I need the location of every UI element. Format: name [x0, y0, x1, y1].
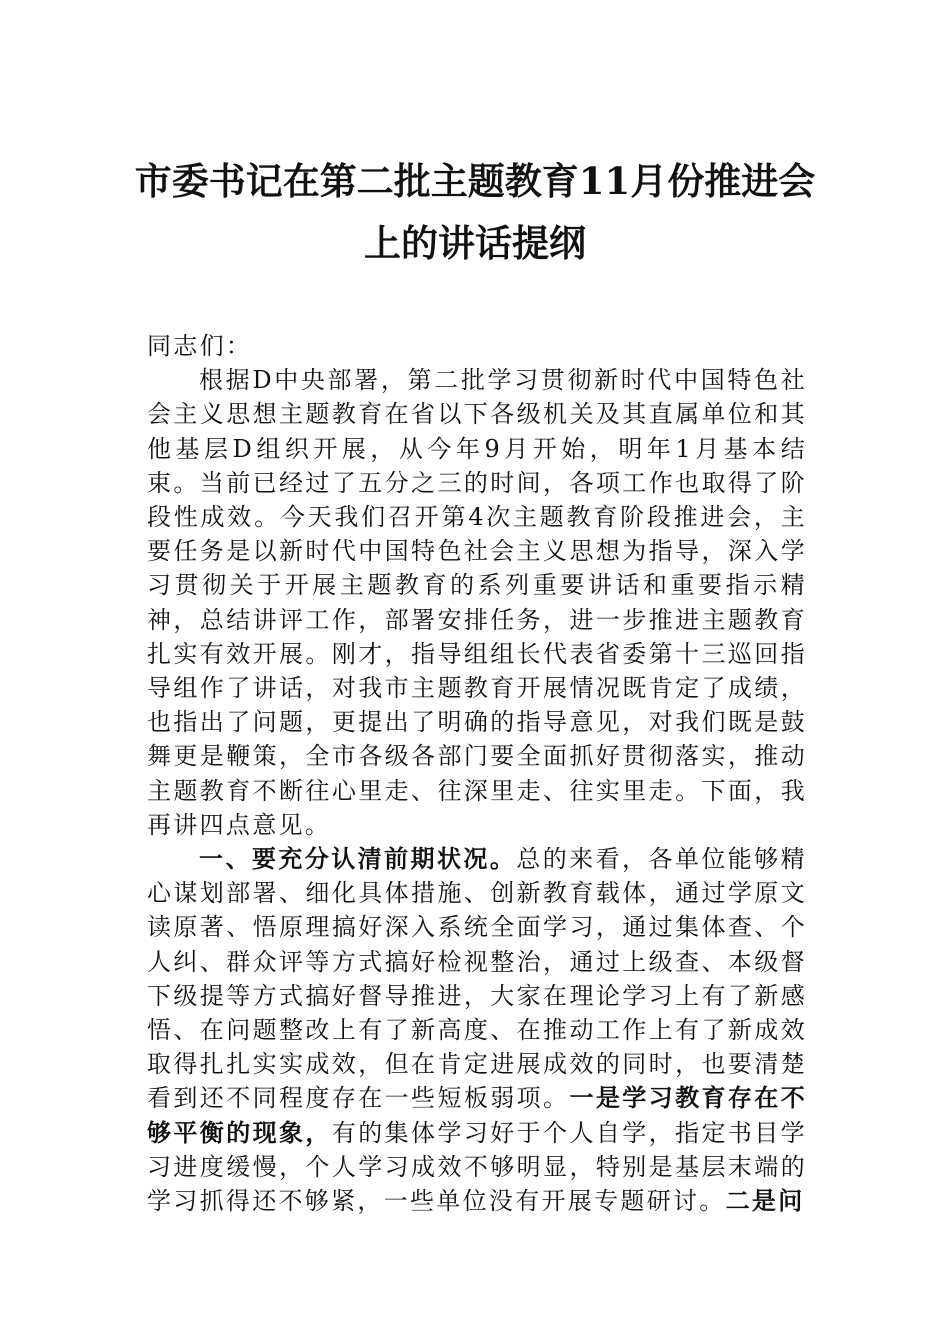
paragraph-section-1: [147, 842, 807, 1218]
title-line-1: 市委书记在第二批主题教育11月份推进会: [134, 159, 816, 203]
salutation: 同志们：: [147, 332, 253, 360]
title-line-2: 上的讲话提纲: [364, 221, 586, 265]
section-text: 总的来看，各单位能够精心谋划部署、细化具体措施、创新教育载体，通过学原文读原著、悟原理搞好深入系统全面学习，通过集体查、个人纠、群众评等方式搞好检视整治，通过上级查、本级督下级提等方式搞好督导推进，大家在理论学习上有了新感悟、在问题整改上有了新高度、在推动工作上有了新成效取得扎扎实实成效，但在肯定进展成效的同时，也要清楚看到还不同程度存在一些短板弱项。: [147, 845, 807, 1113]
document-title: [100, 150, 850, 274]
point-one-text: 有的集体学习好于个人自学，指定书目学习进度缓慢，个人学习成效不够明显，特别是基层末端的学习抓得还不够紧，一些单位没有开展专题研讨。: [147, 1118, 807, 1216]
point-two-heading: 二是问: [725, 1186, 805, 1216]
document-body: [147, 329, 807, 1218]
point-one-heading: 一是学习教育存在不够平衡的现象，: [147, 1083, 807, 1147]
section-heading: 一、要充分认清前期状况。: [199, 844, 517, 874]
paragraph-intro: 根据D中央部署，第二批学习贯彻新时代中国特色社会主义思想主题教育在省以下各级机关及其直属单位和其他基层D组织开展，从今年9月开始，明年1月基本结束。当前已经过了五分之三的时间，各项工作也取得了阶段性成效。今天我们召开第4次主题教育阶段推进会，主要任务是以新时代中国特色社会主义思想为指导，深入学习贯彻关于开展主题教育的系列重要讲话和重要指示精神，总结讲评工作，部署安排任务，进一步推进主题教育扎实有效开展。刚才，指导组组长代表省委第十三巡回指导组作了讲话，对我市主题教育开展情况既肯定了成绩，也指出了问题，更提出了明确的指导意见，对我们既是鼓舞更是鞭策，全市各级各部门要全面抓好贯彻落实，推动主题教育不断往心里走、往深里走、往实里走。下面，我再讲四点意见。: [147, 366, 807, 839]
